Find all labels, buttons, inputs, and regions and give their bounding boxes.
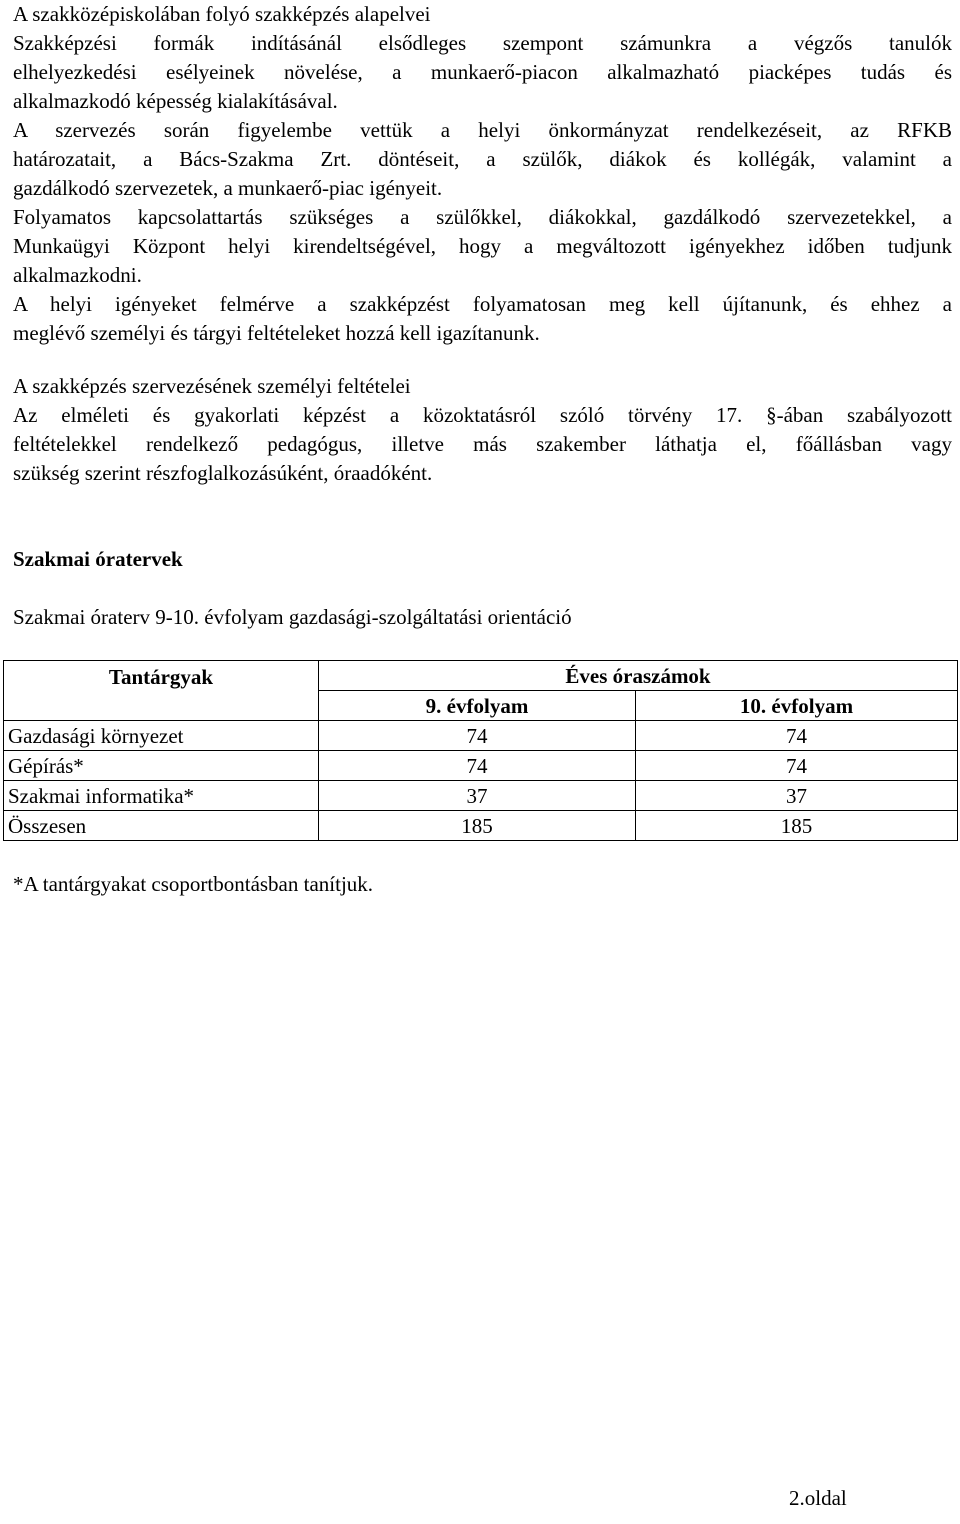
text-line: határozatait, a Bács-Szakma Zrt. döntéseit, a szülők, diákok és kollégák, valamint a	[13, 147, 952, 171]
table-row	[4, 781, 958, 811]
grade9-cell: 37	[319, 781, 636, 811]
text-line: alkalmazkodó képesség kialakításával.	[13, 89, 338, 113]
subject-cell: Gépírás*	[4, 751, 319, 781]
text-line: feltételekkel rendelkező pedagógus, illetve más szakember láthatja el, főállásban vagy	[13, 432, 952, 456]
text-line: Szakképzési formák indításánál elsődleges szempont számunkra a végzős tanulók	[13, 31, 952, 55]
header-grade-10: 10. évfolyam	[636, 691, 958, 721]
table-footnote: *A tantárgyakat csoportbontásban tanítjuk.	[13, 872, 374, 896]
section-curriculum-title: Szakmai óratervek	[13, 547, 183, 571]
table-row	[4, 721, 958, 751]
grade10-cell: 74	[636, 721, 958, 751]
grade9-cell: 74	[319, 721, 636, 751]
table-row	[4, 811, 958, 841]
subject-cell: Összesen	[4, 811, 319, 841]
subject-cell: Szakmai informatika*	[4, 781, 319, 811]
grade10-cell: 185	[636, 811, 958, 841]
text-line: alkalmazkodni.	[13, 263, 142, 287]
text-line: A szervezés során figyelembe vettük a helyi önkormányzat rendelkezéseit, az RFKB	[13, 118, 952, 142]
text-line: szükség szerint részfoglalkozásúként, óraadóként.	[13, 461, 433, 485]
text-line: Az elméleti és gyakorlati képzést a közoktatásról szóló törvény 17. §-ában szabályozott	[13, 403, 952, 427]
section-principles-body	[13, 29, 952, 348]
grade10-cell: 37	[636, 781, 958, 811]
table-row	[4, 751, 958, 781]
text-line: A helyi igényeket felmérve a szakképzést folyamatosan meg kell újítanunk, és ehhez a	[13, 292, 952, 316]
grade10-cell: 74	[636, 751, 958, 781]
text-line: meglévő személyi és tárgyi feltételeket hozzá kell igazítanunk.	[13, 321, 540, 345]
text-line: elhelyezkedési esélyeinek növelése, a munkaerő-piacon alkalmazható piacképes tudás és	[13, 60, 952, 84]
grade9-cell: 185	[319, 811, 636, 841]
subject-cell: Gazdasági környezet	[4, 721, 319, 751]
header-annual-hours: Éves óraszámok	[319, 661, 958, 691]
text-line: Folyamatos kapcsolattartás szükséges a szülőkkel, diákokkal, gazdálkodó szervezetekkel, a	[13, 205, 952, 229]
text-line: Munkaügyi Központ helyi kirendeltségével, hogy a megváltozott igényekhez időben tudjunk	[13, 234, 952, 258]
header-subjects: Tantárgyak	[4, 661, 319, 721]
curriculum-subtitle: Szakmai óraterv 9-10. évfolyam gazdasági-szolgáltatási orientáció	[13, 605, 572, 629]
text-line: gazdálkodó szervezetek, a munkaerő-piac igényeit.	[13, 176, 443, 200]
section-staff-body	[13, 401, 952, 488]
grade9-cell: 74	[319, 751, 636, 781]
header-grade-9: 9. évfolyam	[319, 691, 636, 721]
section-staff-title: A szakképzés szervezésének személyi feltételei	[13, 374, 411, 398]
section-principles-title: A szakközépiskolában folyó szakképzés alapelvei	[13, 2, 431, 26]
page-number: 2.oldal	[789, 1486, 847, 1510]
table-header-row	[4, 661, 958, 691]
hours-table	[3, 660, 958, 841]
